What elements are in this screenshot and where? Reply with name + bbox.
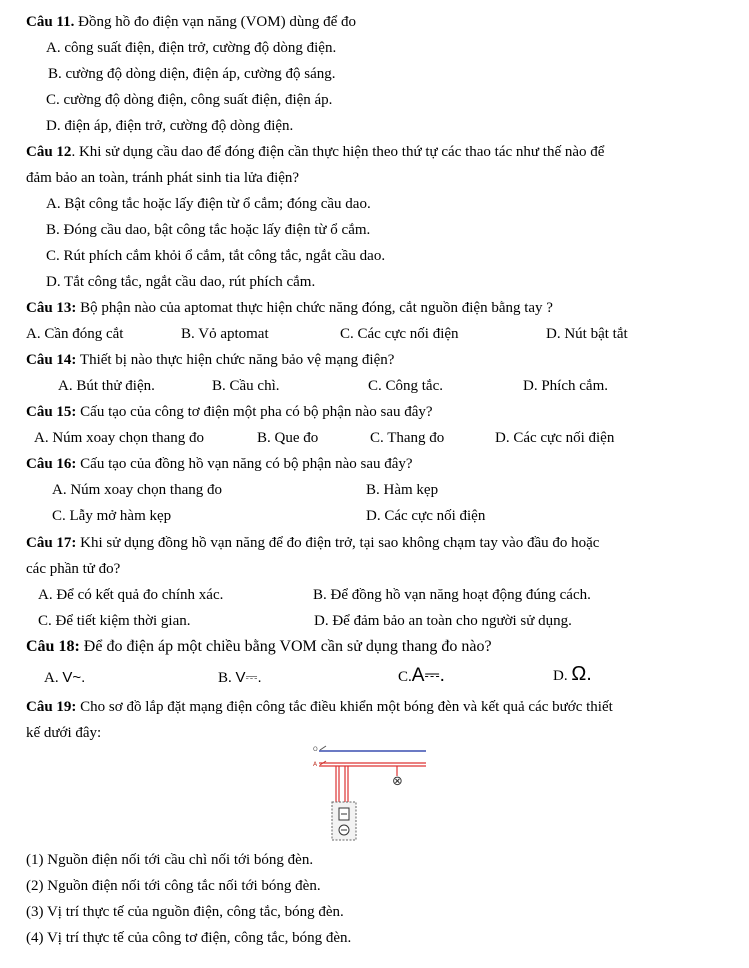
- question-13-option-a: A. Cần đóng cắt: [26, 326, 124, 342]
- question-19-text: Cho sơ đồ lắp đặt mạng điện công tắc điều khiển một bóng đèn và kết quả các bước thiết: [80, 699, 613, 715]
- question-12-number: Câu 12: [26, 144, 72, 160]
- question-13-option-d: D. Nút bật tắt: [546, 326, 628, 342]
- question-18-option-a-label: A.: [44, 670, 59, 686]
- question-13-number: Câu 13:: [26, 300, 77, 316]
- question-12-text-continued: đảm bảo an toàn, tránh phát sinh tia lửa điện?: [26, 170, 300, 186]
- question-16-option-a: A. Núm xoay chọn thang đo: [52, 482, 222, 498]
- question-16-option-c: C. Lẫy mở hàm kẹp: [52, 508, 172, 524]
- question-13-option-c: C. Các cực nối điện: [340, 326, 459, 342]
- question-11-number: Câu 11.: [26, 14, 75, 30]
- question-17-text-continued: các phần tử đo?: [26, 561, 121, 577]
- question-19-number: Câu 19:: [26, 699, 77, 715]
- lamp-symbol: ⊗: [392, 774, 403, 789]
- question-19-statement-1: (1) Nguồn điện nối tới cầu chì nối tới bóng đèn.: [26, 852, 314, 868]
- ohm-symbol: Ω.: [571, 663, 592, 685]
- question-14-text: Thiết bị nào thực hiện chức năng bảo vệ mạng điện?: [79, 352, 395, 368]
- question-11-option-a: A. công suất điện, điện trở, cường độ dòng điện.: [46, 40, 337, 56]
- question-17-option-b: B. Để đồng hồ vạn năng hoạt động đúng cách.: [313, 587, 591, 603]
- question-19-text-continued: kế dưới đây:: [26, 725, 102, 741]
- question-16-number: Câu 16:: [26, 456, 77, 472]
- question-11-text: Đồng hồ đo điện vạn năng (VOM) dùng để đo: [78, 14, 356, 30]
- question-12-option-d: D. Tắt công tắc, ngắt cầu dao, rút phích cắm.: [46, 274, 316, 290]
- question-12-text: . Khi sử dụng cầu dao để đóng điện cần thực hiện theo thứ tự các thao tác như thế nào để: [71, 144, 605, 160]
- question-14-number: Câu 14:: [26, 352, 77, 368]
- ac-voltage-symbol: V~.: [62, 669, 86, 686]
- question-18-option-c-label: C.: [398, 669, 412, 685]
- question-13-option-b: B. Vỏ aptomat: [181, 326, 269, 342]
- question-14-option-d: D. Phích cắm.: [523, 378, 608, 394]
- question-16-text: Cấu tạo của đồng hồ vạn năng có bộ phận nào sau đây?: [80, 456, 413, 472]
- question-18-option-c: [398, 666, 445, 687]
- dc-current-symbol: A⎓.: [411, 665, 445, 686]
- question-15-option-d: D. Các cực nối điện: [495, 430, 615, 446]
- question-15-option-b: B. Que đo: [257, 430, 319, 446]
- question-15-text: Cấu tạo của công tơ điện một pha có bộ phận nào sau đây?: [80, 404, 433, 420]
- question-18-option-a: [44, 668, 85, 688]
- question-11-option-d: D. điện áp, điện trở, cường độ dòng điện.: [46, 118, 294, 134]
- question-11-option-c: C. cường độ dòng điện, công suất điện, điện áp.: [46, 92, 333, 108]
- question-14-option-c: C. Công tắc.: [368, 378, 443, 394]
- question-14-stem: [26, 350, 394, 370]
- wiring-diagram: [310, 742, 430, 846]
- question-16-option-b: B. Hàm kẹp: [366, 482, 439, 498]
- question-13-text: Bộ phận nào của aptomat thực hiện chức năng đóng, cắt nguồn điện bằng tay ?: [80, 300, 553, 316]
- question-12-option-c: C. Rút phích cắm khỏi ổ cắm, tắt công tắc, ngắt cầu dao.: [46, 248, 386, 264]
- question-11-option-b: B. cường độ dòng diện, điện áp, cường độ sáng.: [48, 66, 336, 82]
- question-18-option-b: [218, 668, 262, 688]
- question-18-option-b-label: B.: [218, 670, 232, 686]
- question-18-option-d: [553, 664, 592, 686]
- question-11-stem: [26, 12, 356, 32]
- question-15-option-c: C. Thang đo: [370, 430, 445, 446]
- question-17-text: Khi sử dụng đồng hồ vạn năng để đo điện trở, tại sao không chạm tay vào đầu đo hoặc: [80, 535, 600, 551]
- question-18-text: Để đo điện áp một chiều bằng VOM cần sử dụng thang đo nào?: [83, 638, 492, 655]
- question-16-stem: [26, 454, 413, 474]
- question-19-stem: [26, 697, 613, 717]
- question-19-statement-3: (3) Vị trí thực tế của nguồn điện, công tắc, bóng đèn.: [26, 904, 344, 920]
- question-12-stem: [26, 142, 604, 162]
- question-14-option-a: A. Bút thử điện.: [58, 378, 155, 394]
- question-17-number: Câu 17:: [26, 535, 77, 551]
- question-12-option-a: A. Bật công tắc hoặc lấy điện từ ổ cắm; đóng cầu dao.: [46, 196, 371, 212]
- neutral-wire-tick: [320, 746, 326, 750]
- question-18-option-d-label: D.: [553, 668, 568, 684]
- question-17-option-a: A. Để có kết quả đo chính xác.: [38, 587, 224, 603]
- question-15-stem: [26, 402, 433, 422]
- question-13-stem: [26, 298, 553, 318]
- question-18-number: Câu 18:: [26, 638, 80, 655]
- question-17-stem: [26, 533, 599, 553]
- neutral-label: O: [313, 746, 318, 753]
- question-15-option-a: A. Núm xoay chọn thang đo: [34, 430, 204, 446]
- question-17-option-c: C. Để tiết kiệm thời gian.: [38, 613, 191, 629]
- phase-label: A: [313, 761, 318, 768]
- question-15-number: Câu 15:: [26, 404, 77, 420]
- dc-voltage-symbol: V⎓.: [235, 669, 262, 686]
- question-18-stem: [26, 637, 492, 657]
- question-19-statement-4: (4) Vị trí thực tế của công tơ điện, công tắc, bóng đèn.: [26, 930, 352, 946]
- question-12-option-b: B. Đóng cầu dao, bật công tắc hoặc lấy điện từ ổ cắm.: [46, 222, 371, 238]
- question-16-option-d: D. Các cực nối điện: [366, 508, 486, 524]
- question-17-option-d: D. Để đảm bảo an toàn cho người sử dụng.: [314, 613, 572, 629]
- question-19-statement-2: (2) Nguồn điện nối tới công tắc nối tới bóng đèn.: [26, 878, 321, 894]
- question-14-option-b: B. Cầu chì.: [212, 378, 280, 394]
